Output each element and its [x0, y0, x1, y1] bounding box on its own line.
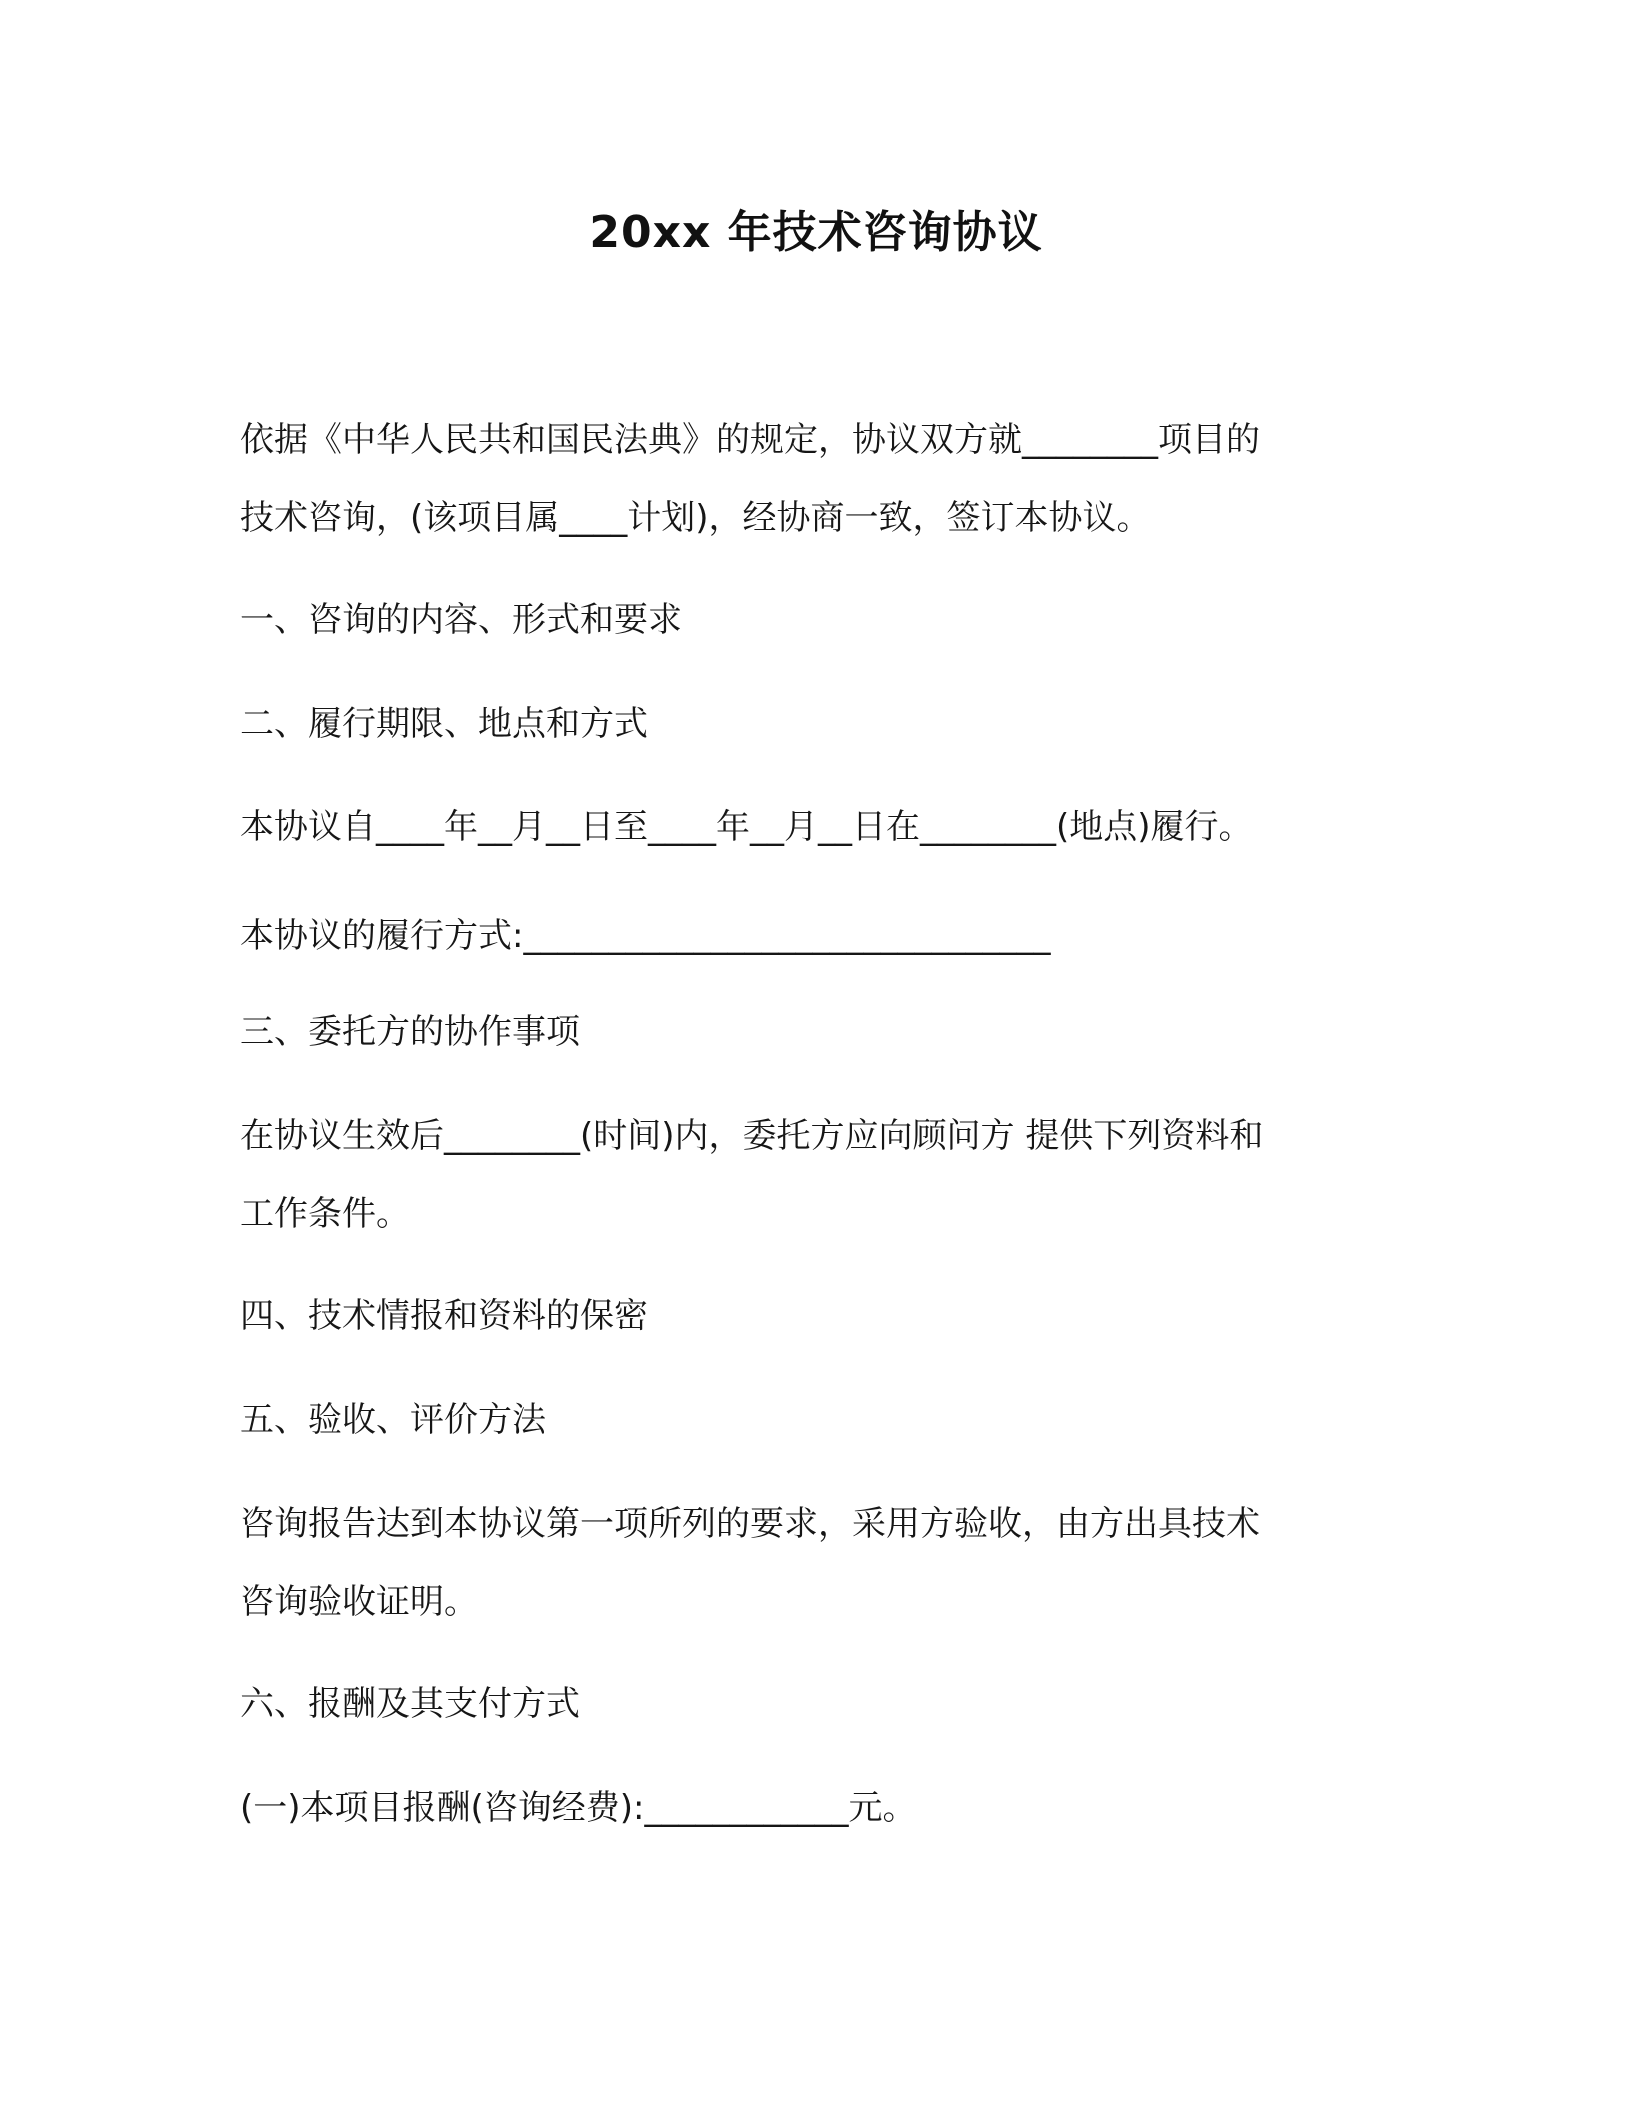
paragraph-fee: (一)本项目报酬(咨询经费):____________元。 [240, 1788, 917, 1828]
section-heading-3: 三、委托方的协作事项 [240, 1012, 580, 1052]
paragraph-acceptance-line-1: 咨询报告达到本协议第一项所列的要求，采用方验收，由方出具技术 [240, 1504, 1260, 1544]
paragraph-performance-method: 本协议的履行方式:_______________________________ [240, 916, 1051, 956]
section-heading-5: 五、验收、评价方法 [240, 1400, 546, 1440]
section-heading-4: 四、技术情报和资料的保密 [240, 1296, 648, 1336]
paragraph-intro-line-1: 依据《中华人民共和国民法典》的规定，协议双方就________项目的 [240, 420, 1260, 460]
section-heading-6: 六、报酬及其支付方式 [240, 1684, 580, 1724]
section-heading-1: 一、咨询的内容、形式和要求 [240, 600, 682, 640]
paragraph-cooperation-line-1: 在协议生效后________(时间)内，委托方应向顾问方 提供下列资料和 [240, 1116, 1264, 1156]
document-title: 20xx 年技术咨询协议 [589, 207, 1043, 258]
paragraph-term-dates: 本协议自____年__月__日至____年__月__日在________(地点)履行。 [240, 807, 1253, 847]
paragraph-cooperation-line-2: 工作条件。 [240, 1194, 410, 1234]
section-heading-2: 二、履行期限、地点和方式 [240, 704, 648, 744]
paragraph-acceptance-line-2: 咨询验收证明。 [240, 1582, 478, 1622]
paragraph-intro-line-2: 技术咨询，(该项目属____计划)，经协商一致，签订本协议。 [240, 498, 1151, 538]
